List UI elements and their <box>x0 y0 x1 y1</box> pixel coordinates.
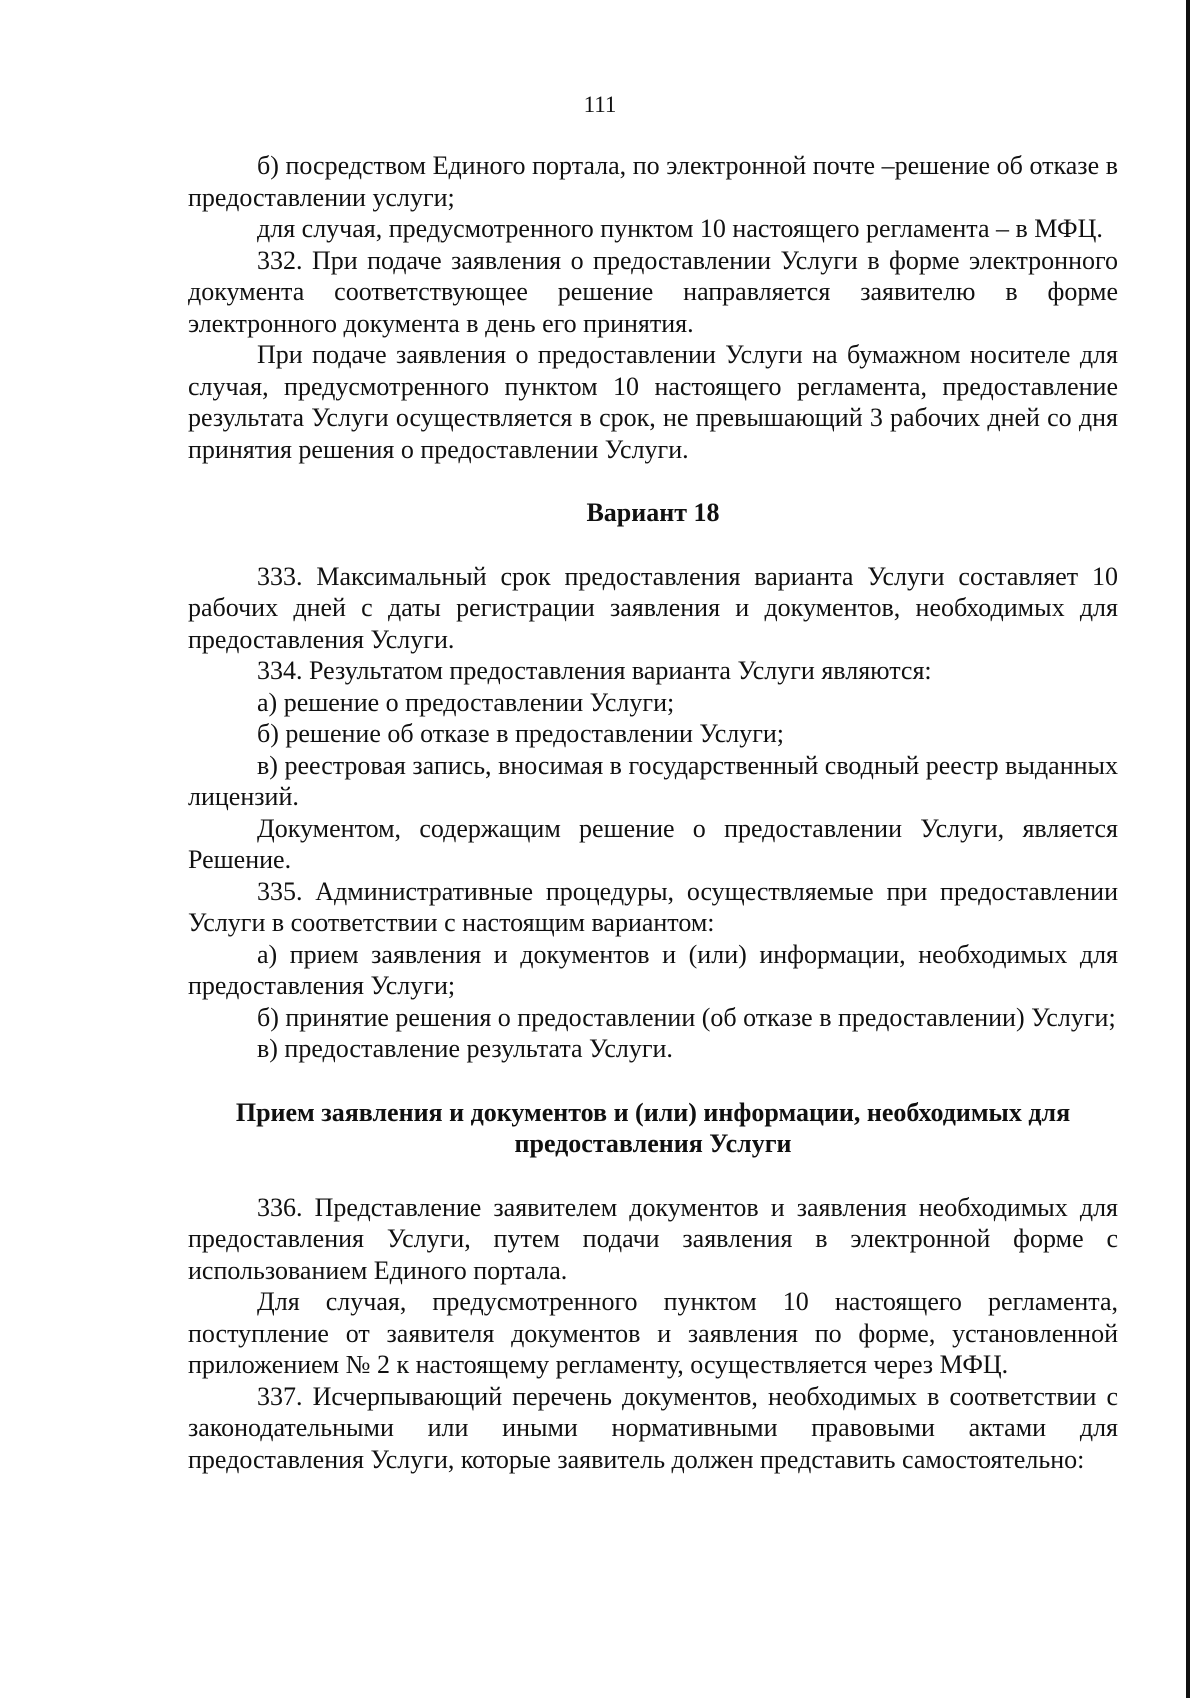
paragraph: Для случая, предусмотренного пунктом 10 настоящего регламента, поступление от заявителя документов и заявления по форме, установленной приложением № 2 к настоящему регламенту, осуществляется через МФЦ. <box>188 1287 1118 1379</box>
paragraph: 335. Административные процедуры, осуществляемые при предоставлении Услуги в соответствии с настоящим вариантом: <box>188 876 1118 937</box>
list-item: в) предоставление результата Услуги. <box>257 1034 673 1063</box>
document-body <box>188 150 1118 1475</box>
list-item: б) решение об отказе в предоставлении Услуги; <box>257 719 785 748</box>
paragraph: 333. Максимальный срок предоставления варианта Услуги составляет 10 рабочих дней с даты регистрации заявления и документов, необходимых для предоставления Услуги. <box>188 561 1118 654</box>
paragraph: Документом, содержащим решение о предоставлении Услуги, является Решение. <box>188 813 1118 874</box>
list-item: а) решение о предоставлении Услуги; <box>257 687 675 717</box>
list-item: а) прием заявления и документов и (или) информации, необходимых для предоставления Услуги; <box>188 939 1118 1000</box>
section-heading-variant: Вариант 18 <box>586 498 720 527</box>
list-item: б) принятие решения о предоставлении (об отказе в предоставлении) Услуги; <box>257 1002 1116 1032</box>
paragraph: 332. При подаче заявления о предоставлении Услуги в форме электронного документа соответствующее решение направляется заявителю в форме электронного документа в день его принятия. <box>188 245 1118 338</box>
page-number: 111 <box>583 92 617 117</box>
paragraph: 337. Исчерпывающий перечень документов, необходимых в соответствии с законодательными или иными нормативными правовыми актами для предоставления Услуги, которые заявитель должен представить самостоятельно: <box>188 1381 1118 1474</box>
list-item: в) реестровая запись, вносимая в государственный сводный реестр выданных лицензий. <box>188 750 1118 811</box>
paragraph: для случая, предусмотренного пунктом 10 настоящего регламента – в МФЦ. <box>257 214 1103 243</box>
paragraph: 336. Представление заявителем документов и заявления необходимых для предоставления Услуги, путем подачи заявления в электронной форме с использованием Единого портала. <box>188 1192 1118 1285</box>
paragraph: 334. Результатом предоставления варианта Услуги являются: <box>257 656 932 685</box>
section-heading: Прием заявления и документов и (или) информации, необходимых для предоставления Услуги <box>235 1097 1071 1158</box>
paragraph: б) посредством Единого портала, по электронной почте –решение об отказе в предоставлении услуги; <box>188 151 1118 212</box>
paragraph: При подаче заявления о предоставлении Услуги на бумажном носителе для случая, предусмотренного пунктом 10 настоящего регламента, предоставление результата Услуги осуществляется в срок, не превышающий 3 рабочих дней со дня принятия решения о предоставлении Услуги. <box>188 340 1118 464</box>
scan-edge-line <box>1186 0 1190 1698</box>
